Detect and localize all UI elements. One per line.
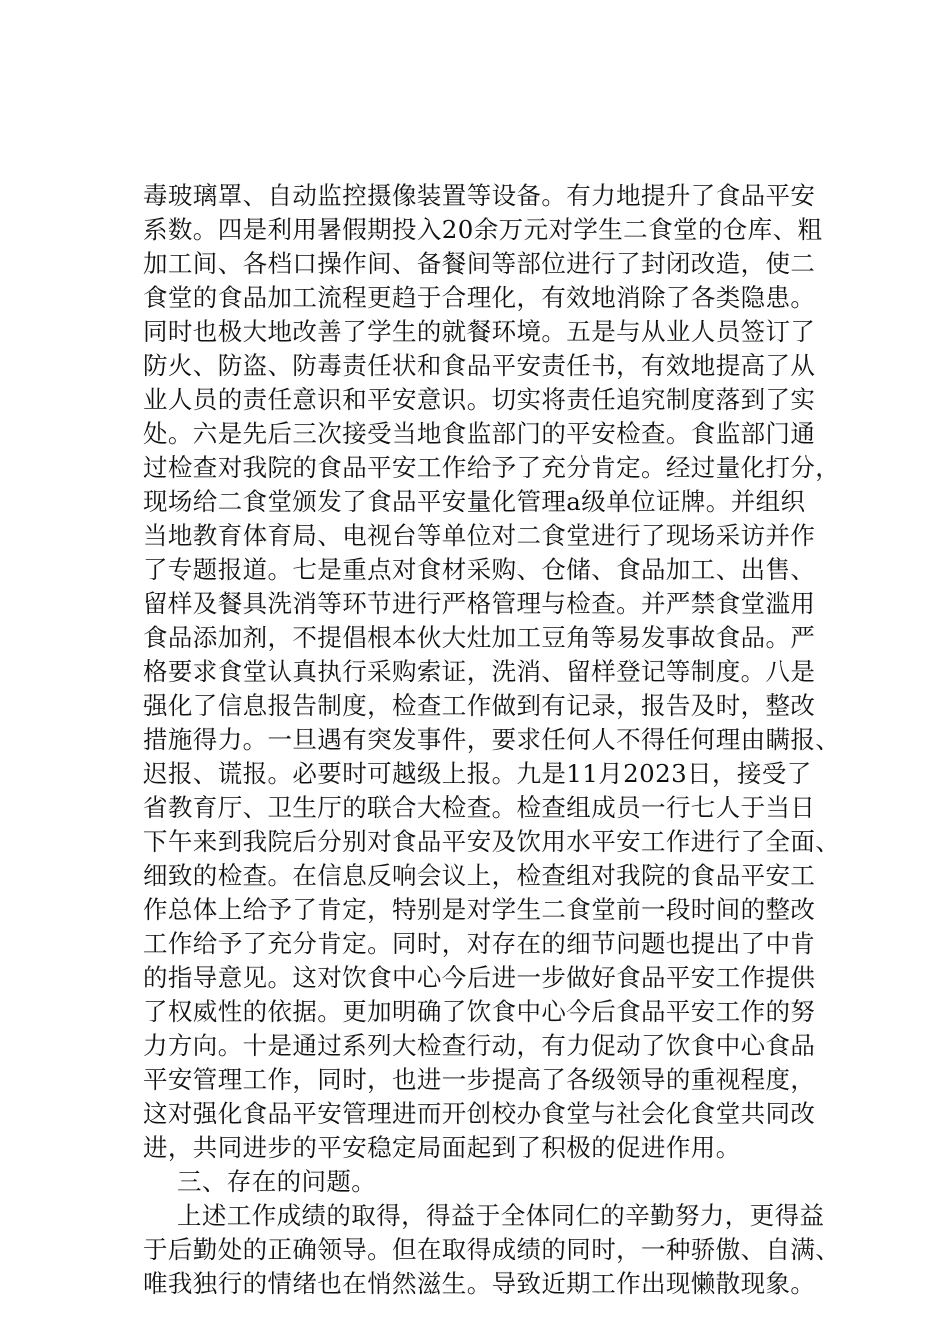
text-line: 平安管理工作，同时，也进一步提高了各级领导的重视程度，	[143, 1065, 816, 1094]
text-line: 了权威性的依据。更加明确了饮食中心今后食品平安工作的努	[143, 997, 816, 1026]
text-line: 系数。四是利用暑假期投入20余万元对学生二食堂的仓库、粗	[143, 215, 823, 244]
text-line: 作总体上给予了肯定，特别是对学生二食堂前一段时间的整改	[143, 895, 816, 924]
text-line: 省教育厅、卫生厅的联合大检查。检查组成员一行七人于当日	[143, 793, 816, 822]
text-line: 于后勤处的正确领导。但在取得成绩的同时，一种骄傲、自满、	[143, 1235, 841, 1264]
text-line: 业人员的责任意识和平安意识。切实将责任追究制度落到了实	[143, 385, 816, 414]
text-line: 留样及餐具洗消等环节进行严格管理与检查。并严禁食堂滥用	[143, 589, 816, 618]
section-heading: 三、存在的问题。	[177, 1167, 377, 1196]
text-line: 下午来到我院后分别对食品平安及饮用水平安工作进行了全面、	[143, 827, 841, 856]
text-line: 细致的检查。在信息反响会议上，检查组对我院的食品平安工	[143, 861, 816, 890]
text-line: 现场给二食堂颁发了食品平安量化管理a级单位证牌。并组织	[143, 487, 806, 516]
text-line: 这对强化食品平安管理进而开创校办食堂与社会化食堂共同改	[143, 1099, 816, 1128]
text-line: 防火、防盗、防毒责任状和食品平安责任书，有效地提高了从	[143, 351, 816, 380]
text-line: 工作给予了充分肯定。同时，对存在的细节问题也提出了中肯	[143, 929, 816, 958]
text-line: 食堂的食品加工流程更趋于合理化，有效地消除了各类隐患。	[143, 283, 816, 312]
text-line: 处。六是先后三次接受当地食监部门的平安检查。食监部门通	[143, 419, 816, 448]
text-line: 当地教育体育局、电视台等单位对二食堂进行了现场采访并作	[143, 521, 816, 550]
text-line: 毒玻璃罩、自动监控摄像装置等设备。有力地提升了食品平安	[143, 181, 816, 210]
text-line: 措施得力。一旦遇有突发事件，要求任何人不得任何理由瞒报、	[143, 725, 841, 754]
text-line: 强化了信息报告制度，检查工作做到有记录，报告及时，整改	[143, 691, 816, 720]
text-line: 食品添加剂，不提倡根本伙大灶加工豆角等易发事故食品。严	[143, 623, 816, 652]
text-line: 的指导意见。这对饮食中心今后进一步做好食品平安工作提供	[143, 963, 816, 992]
text-line: 上述工作成绩的取得，得益于全体同仁的辛勤努力，更得益	[177, 1201, 825, 1230]
text-line: 了专题报道。七是重点对食材采购、仓储、食品加工、出售、	[143, 555, 816, 584]
text-line: 唯我独行的情绪也在悄然滋生。导致近期工作出现懒散现象。	[143, 1269, 816, 1298]
text-line: 过检查对我院的食品平安工作给予了充分肯定。经过量化打分，	[143, 453, 841, 482]
text-line: 迟报、谎报。必要时可越级上报。九是11月2023日，接受了	[143, 759, 812, 788]
text-line: 进，共同进步的平安稳定局面起到了积极的促进作用。	[143, 1133, 741, 1162]
text-line: 格要求食堂认真执行采购索证，洗消、留样登记等制度。八是	[143, 657, 816, 686]
text-line: 力方向。十是通过系列大检查行动，有力促动了饮食中心食品	[143, 1031, 816, 1060]
text-line: 加工间、各档口操作间、备餐间等部位进行了封闭改造，使二	[143, 249, 816, 278]
text-line: 同时也极大地改善了学生的就餐环境。五是与从业人员签订了	[143, 317, 816, 346]
